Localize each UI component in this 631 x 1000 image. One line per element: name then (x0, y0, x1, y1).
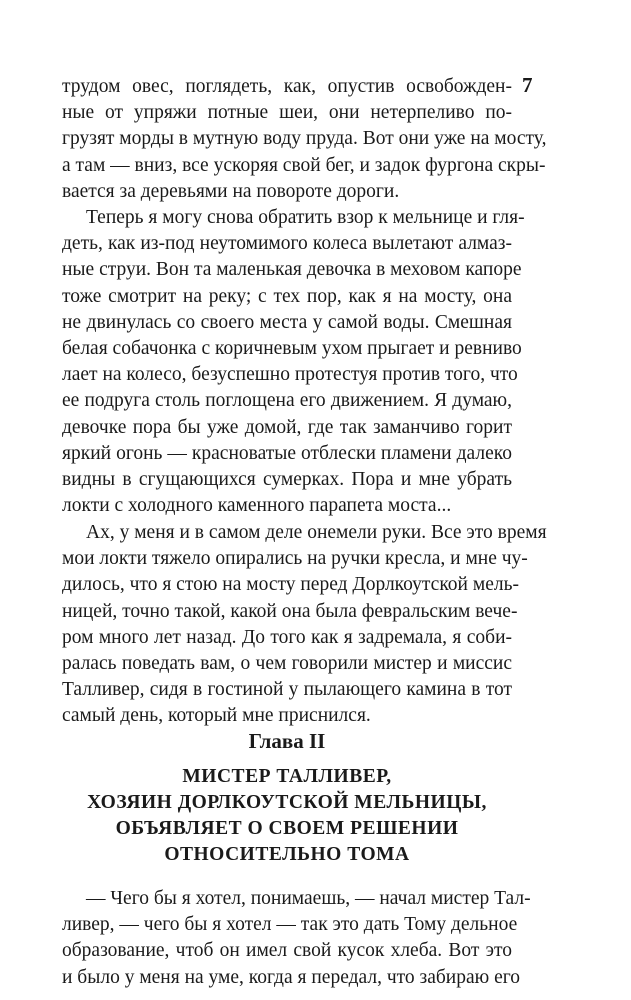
text-line: не двинулась со своего места у самой воды. Смешная (62, 311, 512, 333)
text-line: ее подруга столь поглощена его движением. Я думаю, (62, 390, 512, 412)
text-line: деть, как из-под неутомимого колеса вылетают алмаз- (62, 233, 512, 255)
chapter-subtitle-line: ОТНОСИТЕЛЬНО ТОМА (164, 844, 410, 865)
text-line: и было у меня на уме, когда я передал, что забираю его (62, 966, 520, 988)
text-line: тоже смотрит на реку; с тех пор, как я на мосту, она (62, 285, 512, 307)
text-line: ром много лет назад. До того как я задремала, я соби- (62, 626, 512, 648)
text-line: самый день, который мне приснился. (62, 705, 371, 727)
text-line: ливер, — чего бы я хотел — так это дать Тому дельное (62, 914, 518, 936)
text-line: Теперь я могу снова обратить взор к мельнице и гля- (86, 207, 525, 228)
text-line: лает на колесо, безуспешно протестуя против того, что (62, 364, 518, 386)
text-line: локти с холодного каменного парапета моста... (62, 495, 452, 517)
text-line: Талливер, сидя в гостиной у пылающего камина в тот (62, 679, 512, 701)
chapter-subtitle-line: ОБЪЯВЛЯЕТ О СВОЕМ РЕШЕНИИ (115, 818, 459, 839)
text-line: яркий огонь — красноватые отблески пламени далеко (62, 442, 512, 464)
paragraph-1 (62, 74, 547, 205)
text-line: а там — вниз, все ускоряя свой бег, и задок фургона скры- (62, 154, 546, 176)
text-line: Ах, у меня и в самом деле онемели руки. Все это время (86, 522, 547, 543)
page-number: 7 (522, 73, 533, 97)
text-line: трудом овес, поглядеть, как, опустив освобожден- (62, 76, 512, 97)
text-line: ницей, точно такой, какой она была февральским вече- (62, 600, 518, 622)
text-line: ные от упряжи потные шеи, они нетерпеливо по- (62, 102, 512, 124)
text-line: ралась поведать вам, о чем говорили мистер и миссис (62, 652, 512, 674)
chapter-paragraph-1 (62, 886, 531, 991)
text-line: девочке пора бы уже домой, где так заманчиво горит (62, 416, 512, 438)
chapter-subtitle-line: МИСТЕР ТАЛЛИВЕР, (182, 766, 392, 787)
text-line: — Чего бы я хотел, понимаешь, — начал мистер Тал- (86, 888, 531, 909)
text-line: грузят морды в мутную воду пруда. Вот они уже на мосту, (62, 128, 547, 150)
chapter-heading (62, 727, 512, 755)
text-line: дилось, что я стою на мосту перед Дорлкоутской мель- (62, 574, 519, 596)
text-line: образование, чтоб он имел свой кусок хлеба. Вот это (62, 940, 512, 962)
paragraph-2 (62, 205, 525, 519)
text-line: вается за деревьями на повороте дороги. (62, 180, 400, 202)
text-line: видны в сгущающихся сумерках. Пора и мне убрать (62, 468, 512, 490)
paragraph-3 (62, 520, 547, 730)
chapter-subtitle-line: ХОЗЯИН ДОРЛКОУТСКОЙ МЕЛЬНИЦЫ, (87, 792, 487, 813)
text-line: белая собачонка с коричневым ухом прыгает и ревниво (62, 337, 522, 359)
chapter-subtitle (62, 764, 512, 868)
text-line: мои локти тяжело опирались на ручки кресла, и мне чу- (62, 548, 528, 570)
chapter-title: Глава II (248, 729, 326, 753)
text-line: ные струи. Вон та маленькая девочка в меховом капоре (62, 259, 522, 281)
